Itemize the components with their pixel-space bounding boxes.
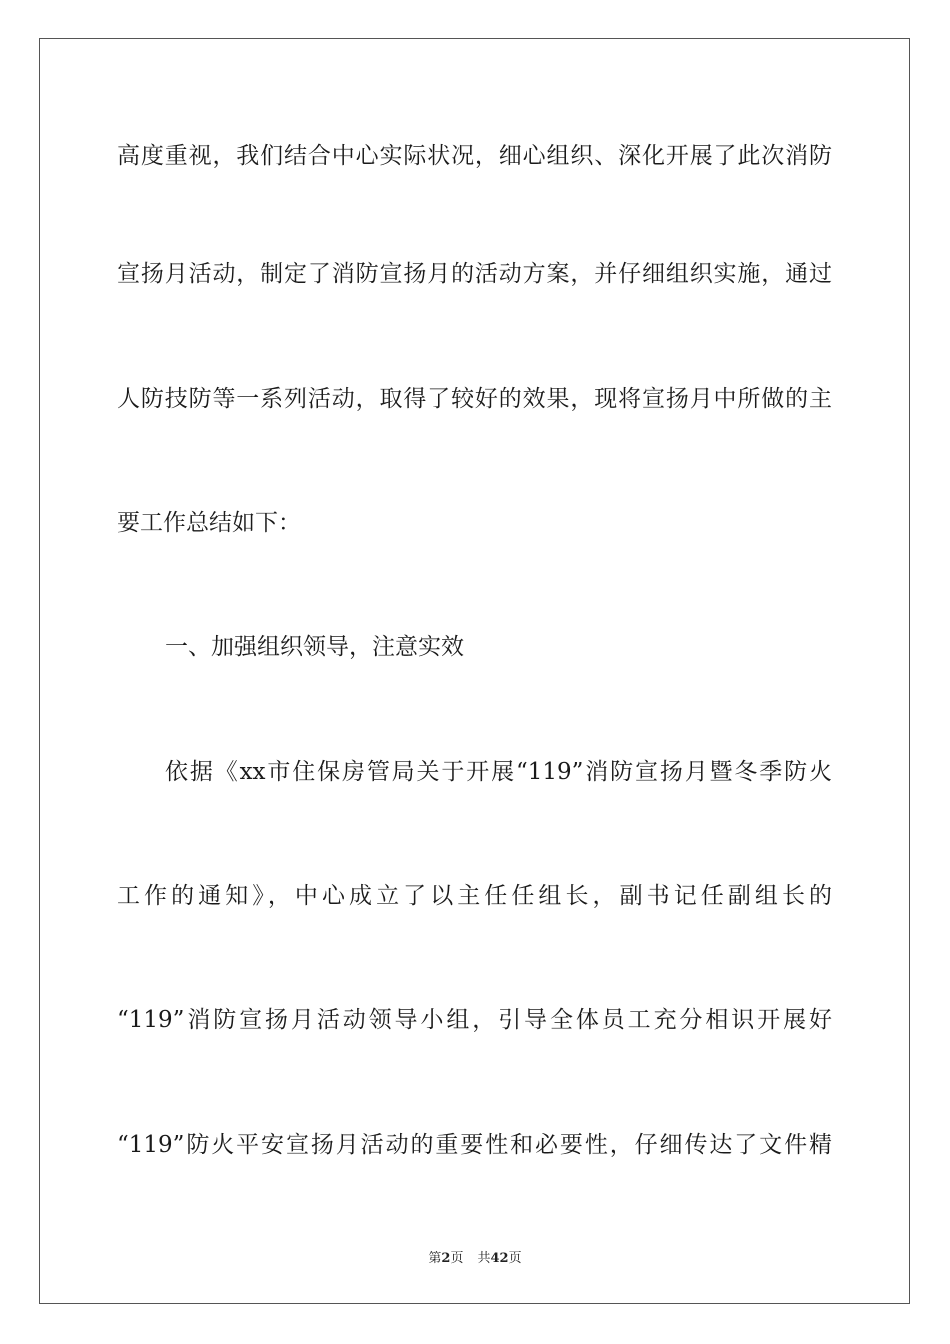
page-suffix: 页 <box>450 1251 464 1266</box>
page-border <box>39 38 910 1304</box>
total-prefix: 共 <box>477 1251 491 1266</box>
paragraph-line-4: 要工作总结如下： <box>117 510 301 536</box>
page-prefix: 第 <box>428 1251 442 1266</box>
section-heading: 一、加强组织领导，注意实效 <box>165 634 464 660</box>
paragraph-line-2: 宣扬月活动，制定了消防宣扬月的活动方案，并仔细组织实施，通过 <box>117 261 832 287</box>
page-footer <box>0 1247 950 1266</box>
paragraph-line-5: 依据《xx市住保房管局关于开展“119”消防宣扬月暨冬季防火 <box>165 759 832 785</box>
page-number: 2 <box>441 1251 451 1266</box>
total-suffix: 页 <box>508 1251 522 1266</box>
paragraph-line-7: “119”消防宣扬月活动领导小组，引导全体员工充分相识开展好 <box>117 1007 832 1033</box>
total-pages: 42 <box>490 1251 509 1266</box>
paragraph-line-1: 高度重视，我们结合中心实际状况，细心组织、深化开展了此次消防 <box>117 143 832 169</box>
paragraph-line-3: 人防技防等一系列活动，取得了较好的效果，现将宣扬月中所做的主 <box>117 386 832 412</box>
paragraph-line-8: “119”防火平安宣扬月活动的重要性和必要性，仔细传达了文件精 <box>117 1132 832 1158</box>
paragraph-line-6: 工作的通知》，中心成立了以主任任组长，副书记任副组长的 <box>117 883 832 909</box>
